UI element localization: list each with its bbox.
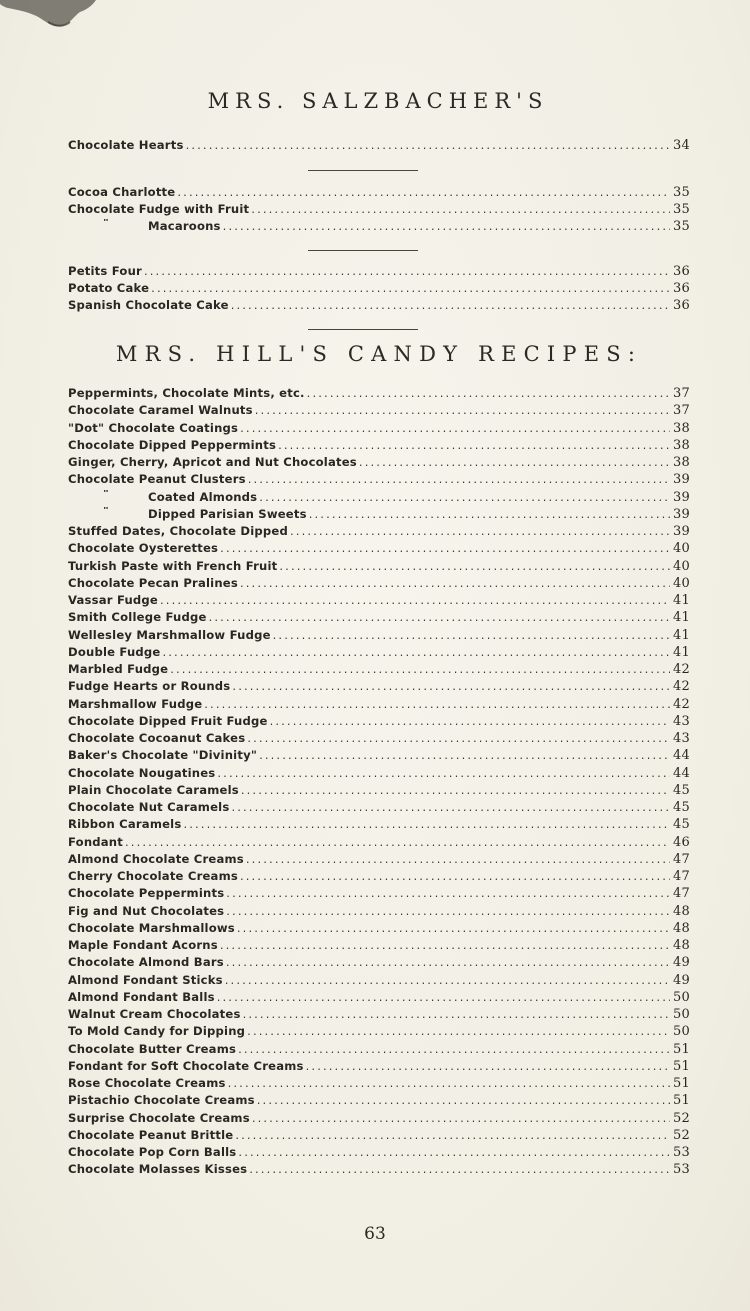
dot-leader bbox=[149, 281, 670, 295]
dot-leader bbox=[304, 1059, 670, 1073]
toc-entry[interactable] bbox=[68, 869, 690, 886]
hill-candy-recipe-list bbox=[68, 386, 690, 1180]
toc-entry[interactable] bbox=[68, 403, 690, 420]
dot-leader bbox=[271, 628, 670, 642]
entry-page-number: 50 bbox=[673, 1024, 690, 1040]
entry-title: To Mold Candy for Dipping bbox=[68, 1024, 246, 1039]
entry-page-number: 49 bbox=[673, 972, 690, 988]
toc-entry[interactable] bbox=[68, 628, 690, 645]
ditto-mark: " bbox=[103, 506, 109, 517]
toc-entry[interactable] bbox=[68, 1162, 690, 1179]
dot-leader bbox=[226, 1076, 670, 1090]
entry-title: Chocolate Fudge with Fruit bbox=[68, 202, 250, 216]
dot-leader bbox=[230, 679, 670, 693]
entry-title: Chocolate Peanut Clusters bbox=[68, 472, 246, 487]
toc-entry[interactable] bbox=[68, 559, 690, 576]
toc-entry[interactable] bbox=[68, 421, 690, 438]
entry-page-number: 35 bbox=[673, 202, 690, 217]
dot-leader bbox=[218, 938, 670, 952]
dot-leader bbox=[238, 869, 670, 883]
entry-title: Fudge Hearts or Rounds bbox=[68, 679, 231, 694]
toc-entry[interactable] bbox=[68, 593, 690, 610]
dot-leader bbox=[224, 904, 670, 918]
dot-leader bbox=[224, 955, 670, 969]
entry-title: Chocolate Pop Corn Balls bbox=[68, 1145, 237, 1159]
entry-page-number: 53 bbox=[673, 1162, 690, 1178]
entry-title: Coated Almonds bbox=[148, 489, 258, 504]
dot-leader bbox=[238, 421, 670, 435]
entry-page-number: 41 bbox=[673, 627, 690, 643]
dot-leader bbox=[288, 524, 670, 538]
entry-title: "Dot" Chocolate Coatings bbox=[68, 420, 239, 435]
entry-page-number: 36 bbox=[673, 298, 690, 313]
entry-page-number: 43 bbox=[673, 731, 690, 746]
section-heading-hill: MRS. HILL'S CANDY RECIPES: bbox=[115, 342, 643, 366]
entry-page-number: 44 bbox=[673, 765, 690, 781]
toc-entry[interactable] bbox=[68, 1042, 690, 1059]
entry-title: Chocolate Hearts bbox=[68, 138, 184, 152]
entry-title: Chocolate Cocoanut Cakes bbox=[68, 731, 246, 745]
entry-page-number: 42 bbox=[673, 679, 690, 695]
toc-entry[interactable] bbox=[68, 138, 690, 155]
dot-leader bbox=[250, 1111, 670, 1125]
entry-title: Double Fudge bbox=[68, 644, 161, 659]
entry-title: Macaroons bbox=[148, 219, 221, 233]
toc-entry[interactable] bbox=[68, 714, 690, 731]
entry-title: Chocolate Dipped Peppermints bbox=[68, 437, 277, 452]
toc-entry[interactable] bbox=[68, 783, 690, 800]
toc-entry[interactable] bbox=[68, 507, 690, 524]
toc-entry[interactable] bbox=[68, 645, 690, 662]
toc-entry[interactable] bbox=[68, 766, 690, 783]
toc-entry[interactable] bbox=[68, 219, 690, 236]
toc-entry[interactable] bbox=[68, 472, 690, 489]
dot-leader bbox=[184, 138, 670, 152]
entry-page-number: 38 bbox=[673, 437, 690, 453]
salzbacher-group-2 bbox=[68, 185, 690, 236]
toc-entry[interactable] bbox=[68, 1076, 690, 1093]
entry-title: Cocoa Charlotte bbox=[68, 185, 176, 199]
entry-title: Chocolate Peanut Brittle bbox=[68, 1127, 234, 1142]
dot-leader bbox=[244, 852, 670, 866]
toc-entry[interactable] bbox=[68, 731, 690, 748]
toc-entry[interactable] bbox=[68, 610, 690, 627]
entry-page-number: 39 bbox=[673, 489, 690, 505]
toc-entry[interactable] bbox=[68, 264, 690, 281]
dot-leader bbox=[357, 455, 670, 469]
toc-entry[interactable] bbox=[68, 541, 690, 558]
entry-page-number: 34 bbox=[673, 138, 690, 153]
toc-entry[interactable] bbox=[68, 800, 690, 817]
toc-entry[interactable] bbox=[68, 1024, 690, 1041]
toc-entry[interactable] bbox=[68, 886, 690, 903]
entry-page-number: 41 bbox=[673, 610, 690, 626]
ditto-mark: " bbox=[103, 489, 109, 500]
entry-page-number: 41 bbox=[673, 644, 690, 660]
entry-title: Spanish Chocolate Cake bbox=[68, 298, 229, 312]
entry-page-number: 43 bbox=[673, 713, 690, 729]
entry-title: Plain Chocolate Caramels bbox=[68, 782, 239, 797]
entry-title: Pistachio Chocolate Creams bbox=[68, 1093, 255, 1108]
dot-leader bbox=[245, 731, 670, 745]
toc-entry[interactable] bbox=[68, 662, 690, 679]
entry-title: Almond Fondant Balls bbox=[68, 989, 215, 1004]
entry-page-number: 36 bbox=[673, 264, 690, 279]
dot-leader bbox=[123, 835, 670, 849]
section-divider bbox=[308, 250, 418, 251]
dot-leader bbox=[215, 990, 670, 1004]
entry-title: Chocolate Marshmallows bbox=[68, 920, 235, 935]
entry-page-number: 51 bbox=[673, 1093, 690, 1109]
dot-leader bbox=[207, 610, 670, 624]
entry-page-number: 46 bbox=[673, 834, 690, 850]
dot-leader bbox=[235, 921, 670, 935]
entry-title: Potato Cake bbox=[68, 281, 150, 295]
entry-page-number: 39 bbox=[673, 472, 690, 488]
entry-title: Smith College Fudge bbox=[68, 610, 207, 625]
toc-entry[interactable] bbox=[68, 938, 690, 955]
entry-title: Rose Chocolate Creams bbox=[68, 1076, 226, 1090]
dot-leader bbox=[224, 886, 670, 900]
entry-page-number: 40 bbox=[673, 541, 690, 557]
entry-title: Turkish Paste with French Fruit bbox=[68, 558, 278, 573]
entry-page-number: 45 bbox=[673, 782, 690, 798]
dot-leader bbox=[245, 1024, 670, 1038]
entry-page-number: 49 bbox=[673, 955, 690, 971]
salzbacher-group-1 bbox=[68, 138, 690, 155]
entry-title: Ginger, Cherry, Apricot and Nut Chocolates bbox=[68, 455, 357, 469]
entry-title: Surprise Chocolate Creams bbox=[68, 1110, 250, 1125]
toc-entry[interactable] bbox=[68, 298, 690, 315]
dot-leader bbox=[246, 472, 670, 486]
toc-entry[interactable] bbox=[68, 904, 690, 921]
entry-title: Maple Fondant Acorns bbox=[68, 938, 218, 952]
toc-entry[interactable] bbox=[68, 576, 690, 593]
entry-page-number: 37 bbox=[673, 403, 690, 419]
entry-title: Marshmallow Fudge bbox=[68, 696, 203, 711]
dot-leader bbox=[218, 541, 670, 555]
toc-entry[interactable] bbox=[68, 1059, 690, 1076]
torn-corner-mark bbox=[0, 0, 100, 34]
dot-leader bbox=[255, 1093, 670, 1107]
entry-title: Chocolate Nougatines bbox=[68, 765, 216, 780]
entry-title: Walnut Cream Chocolates bbox=[68, 1007, 241, 1021]
toc-entry[interactable] bbox=[68, 973, 690, 990]
dot-leader bbox=[241, 1007, 670, 1021]
toc-entry[interactable] bbox=[68, 1128, 690, 1145]
entry-title: Fig and Nut Chocolates bbox=[68, 903, 225, 918]
dot-leader bbox=[175, 185, 670, 199]
entry-title: Peppermints, Chocolate Mints, etc. bbox=[68, 386, 305, 400]
dot-leader bbox=[247, 1162, 670, 1176]
dot-leader bbox=[142, 264, 670, 278]
dot-leader bbox=[253, 403, 670, 417]
entry-title: Almond Fondant Sticks bbox=[68, 972, 223, 987]
entry-page-number: 48 bbox=[673, 938, 690, 953]
dot-leader bbox=[307, 507, 670, 521]
toc-entry[interactable] bbox=[68, 455, 690, 472]
toc-entry[interactable] bbox=[68, 1145, 690, 1162]
entry-title: Wellesley Marshmallow Fudge bbox=[68, 627, 271, 642]
toc-entry[interactable] bbox=[68, 281, 690, 298]
entry-page-number: 51 bbox=[673, 1041, 690, 1057]
toc-entry[interactable] bbox=[68, 1007, 690, 1024]
dot-leader bbox=[215, 766, 670, 780]
entry-page-number: 38 bbox=[673, 420, 690, 436]
entry-page-number: 41 bbox=[673, 593, 690, 608]
entry-page-number: 39 bbox=[673, 506, 690, 522]
dot-leader bbox=[277, 559, 670, 573]
salzbacher-group-3 bbox=[68, 264, 690, 315]
entry-title: Chocolate Dipped Fruit Fudge bbox=[68, 713, 268, 728]
section-divider bbox=[308, 329, 418, 330]
toc-entry[interactable] bbox=[68, 679, 690, 696]
dot-leader bbox=[257, 748, 670, 762]
toc-entry[interactable] bbox=[68, 697, 690, 714]
entry-title: Vassar Fudge bbox=[68, 593, 158, 607]
dot-leader bbox=[160, 645, 670, 659]
dot-leader bbox=[181, 817, 670, 831]
dot-leader bbox=[249, 202, 670, 216]
entry-page-number: 44 bbox=[673, 748, 690, 764]
entry-title: Chocolate Pecan Pralines bbox=[68, 575, 238, 590]
entry-page-number: 50 bbox=[673, 1007, 690, 1022]
entry-title: Fondant bbox=[68, 834, 123, 849]
entry-title: Chocolate Caramel Walnuts bbox=[68, 403, 253, 418]
entry-title: Stuffed Dates, Chocolate Dipped bbox=[68, 524, 288, 538]
toc-entry[interactable] bbox=[68, 490, 690, 507]
entry-page-number: 36 bbox=[673, 281, 690, 296]
dot-leader bbox=[236, 1042, 670, 1056]
dot-leader bbox=[257, 490, 670, 504]
entry-page-number: 40 bbox=[673, 575, 690, 591]
entry-title: Fondant for Soft Chocolate Creams bbox=[68, 1058, 304, 1073]
toc-entry[interactable] bbox=[68, 202, 690, 219]
toc-entry[interactable] bbox=[68, 835, 690, 852]
entry-title: Petits Four bbox=[68, 264, 142, 278]
entry-page-number: 35 bbox=[673, 185, 690, 200]
entry-title: Chocolate Peppermints bbox=[68, 886, 225, 901]
dot-leader bbox=[168, 662, 670, 676]
toc-entry[interactable] bbox=[68, 438, 690, 455]
dot-leader bbox=[305, 386, 670, 400]
dot-leader bbox=[239, 783, 670, 797]
entry-page-number: 53 bbox=[673, 1145, 690, 1160]
entry-title: Chocolate Nut Caramels bbox=[68, 800, 230, 814]
toc-entry[interactable] bbox=[68, 524, 690, 541]
toc-entry[interactable] bbox=[68, 748, 690, 765]
entry-title: Marbled Fudge bbox=[68, 662, 169, 676]
entry-page-number: 52 bbox=[673, 1127, 690, 1143]
dot-leader bbox=[229, 800, 670, 814]
dot-leader bbox=[221, 219, 670, 233]
dot-leader bbox=[223, 973, 670, 987]
section-divider bbox=[308, 170, 418, 171]
entry-page-number: 47 bbox=[673, 886, 690, 902]
entry-page-number: 35 bbox=[673, 219, 690, 234]
toc-entry[interactable] bbox=[68, 1093, 690, 1110]
dot-leader bbox=[229, 298, 670, 312]
entry-page-number: 51 bbox=[673, 1076, 690, 1091]
entry-page-number: 45 bbox=[673, 817, 690, 833]
entry-title: Dipped Parisian Sweets bbox=[148, 506, 307, 521]
entry-page-number: 48 bbox=[673, 920, 690, 936]
toc-entry[interactable] bbox=[68, 990, 690, 1007]
entry-title: Cherry Chocolate Creams bbox=[68, 869, 238, 883]
entry-page-number: 47 bbox=[673, 851, 690, 867]
entry-page-number: 48 bbox=[673, 903, 690, 919]
dot-leader bbox=[202, 697, 670, 711]
section-heading-salzbacher: MRS. SALZBACHER'S bbox=[207, 89, 549, 113]
dot-leader bbox=[268, 714, 670, 728]
entry-page-number: 38 bbox=[673, 455, 690, 470]
page-number: 63 bbox=[364, 1224, 386, 1244]
toc-entry[interactable] bbox=[68, 386, 690, 403]
entry-page-number: 51 bbox=[673, 1058, 690, 1074]
toc-entry[interactable] bbox=[68, 955, 690, 972]
entry-title: Chocolate Oysterettes bbox=[68, 541, 219, 556]
toc-entry[interactable] bbox=[68, 921, 690, 938]
entry-page-number: 42 bbox=[673, 696, 690, 712]
entry-title: Ribbon Caramels bbox=[68, 817, 182, 832]
toc-entry[interactable] bbox=[68, 817, 690, 834]
dot-leader bbox=[236, 1145, 670, 1159]
toc-entry[interactable] bbox=[68, 185, 690, 202]
ditto-mark: " bbox=[103, 219, 109, 229]
entry-page-number: 40 bbox=[673, 558, 690, 574]
entry-page-number: 52 bbox=[673, 1110, 690, 1126]
entry-page-number: 47 bbox=[673, 869, 690, 884]
entry-page-number: 45 bbox=[673, 800, 690, 815]
toc-entry[interactable] bbox=[68, 852, 690, 869]
entry-title: Baker's Chocolate "Divinity" bbox=[68, 748, 258, 763]
entry-page-number: 37 bbox=[673, 386, 690, 401]
dot-leader bbox=[233, 1128, 670, 1142]
entry-title: Chocolate Molasses Kisses bbox=[68, 1162, 248, 1177]
dot-leader bbox=[238, 576, 670, 590]
entry-page-number: 42 bbox=[673, 662, 690, 677]
dot-leader bbox=[276, 438, 670, 452]
entry-title: Chocolate Butter Creams bbox=[68, 1041, 237, 1056]
entry-page-number: 39 bbox=[673, 524, 690, 539]
toc-entry[interactable] bbox=[68, 1111, 690, 1128]
entry-title: Chocolate Almond Bars bbox=[68, 955, 224, 970]
entry-page-number: 50 bbox=[673, 989, 690, 1005]
entry-title: Almond Chocolate Creams bbox=[68, 851, 244, 866]
dot-leader bbox=[158, 593, 670, 607]
